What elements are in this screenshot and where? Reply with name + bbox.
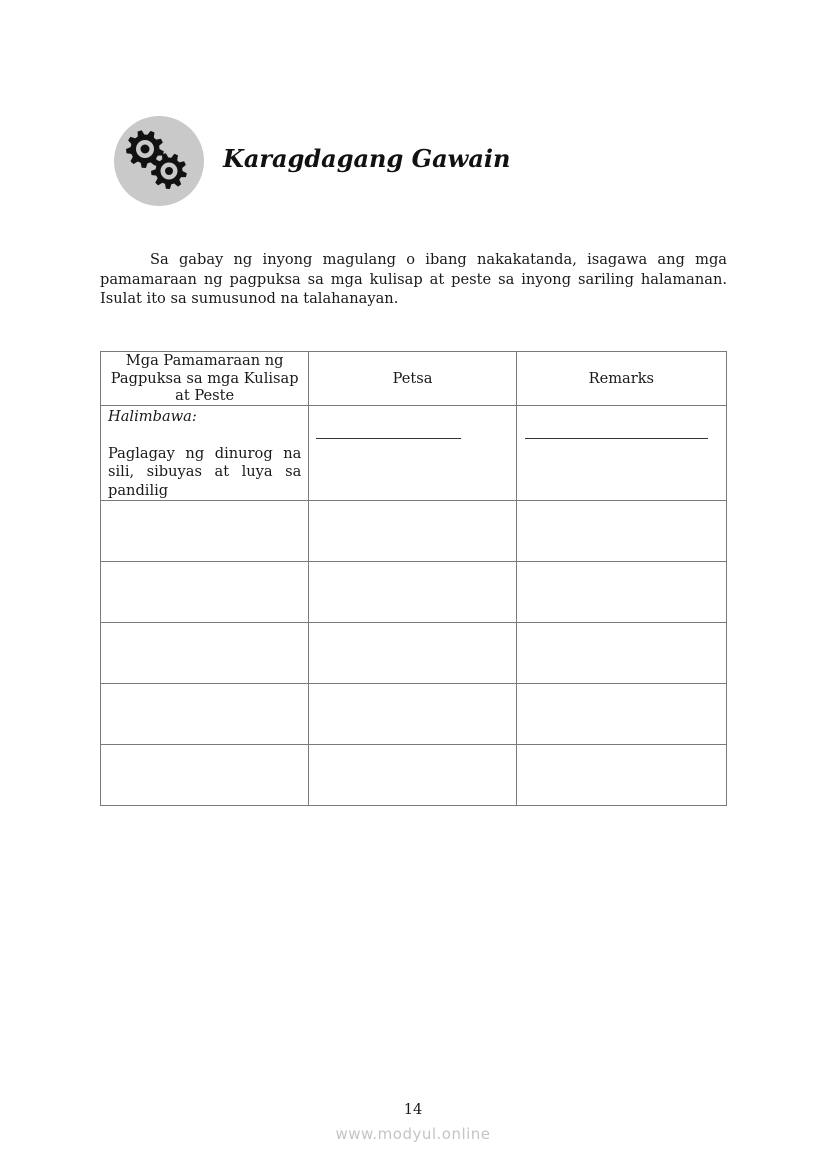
table-row — [101, 623, 727, 684]
example-row — [101, 406, 727, 501]
activity-icon-badge — [114, 116, 204, 206]
example-remarks-cell[interactable] — [516, 406, 726, 501]
table-header-row — [101, 352, 727, 406]
example-method-text: Paglagay ng dinurog na sili, sibuyas at luya sa pandilig — [108, 444, 302, 499]
remarks-cell[interactable] — [516, 684, 726, 745]
date-blank-line — [316, 438, 461, 439]
page-number: 14 — [403, 1101, 423, 1118]
remarks-cell[interactable] — [516, 501, 726, 562]
method-cell[interactable] — [101, 501, 309, 562]
instructions-paragraph — [100, 250, 727, 309]
example-label: Halimbawa: — [108, 408, 197, 425]
watermark: www.modyul.online — [335, 1125, 491, 1143]
date-cell[interactable] — [309, 501, 516, 562]
section-title: Karagdagang Gawain — [223, 144, 511, 173]
table-row — [101, 562, 727, 623]
date-cell[interactable] — [309, 684, 516, 745]
table-row — [101, 745, 727, 806]
gears-icon — [114, 116, 204, 206]
table-row — [101, 501, 727, 562]
remarks-blank-line — [525, 438, 708, 439]
example-method-cell — [101, 406, 309, 501]
method-cell[interactable] — [101, 623, 309, 684]
method-cell[interactable] — [101, 745, 309, 806]
header-date: Petsa — [309, 352, 516, 406]
header-remarks: Remarks — [516, 352, 726, 406]
instructions-text: Sa gabay ng inyong magulang o ibang nakakatanda, isagawa ang mga pamamaraan ng pagpuksa sa mga kulisap at peste sa inyong sariling halamanan. Isulat ito sa sumusunod na talahanayan. — [100, 251, 727, 307]
date-cell[interactable] — [309, 745, 516, 806]
date-cell[interactable] — [309, 623, 516, 684]
date-cell[interactable] — [309, 562, 516, 623]
activity-table — [100, 351, 727, 806]
header-methods: Mga Pamamaraan ng Pagpuksa sa mga Kulisap at Peste — [101, 352, 309, 406]
method-cell[interactable] — [101, 562, 309, 623]
example-date-cell[interactable] — [309, 406, 516, 501]
remarks-cell[interactable] — [516, 745, 726, 806]
remarks-cell[interactable] — [516, 623, 726, 684]
small-gear-shape — [151, 153, 187, 189]
table-row — [101, 684, 727, 745]
remarks-cell[interactable] — [516, 562, 726, 623]
method-cell[interactable] — [101, 684, 309, 745]
